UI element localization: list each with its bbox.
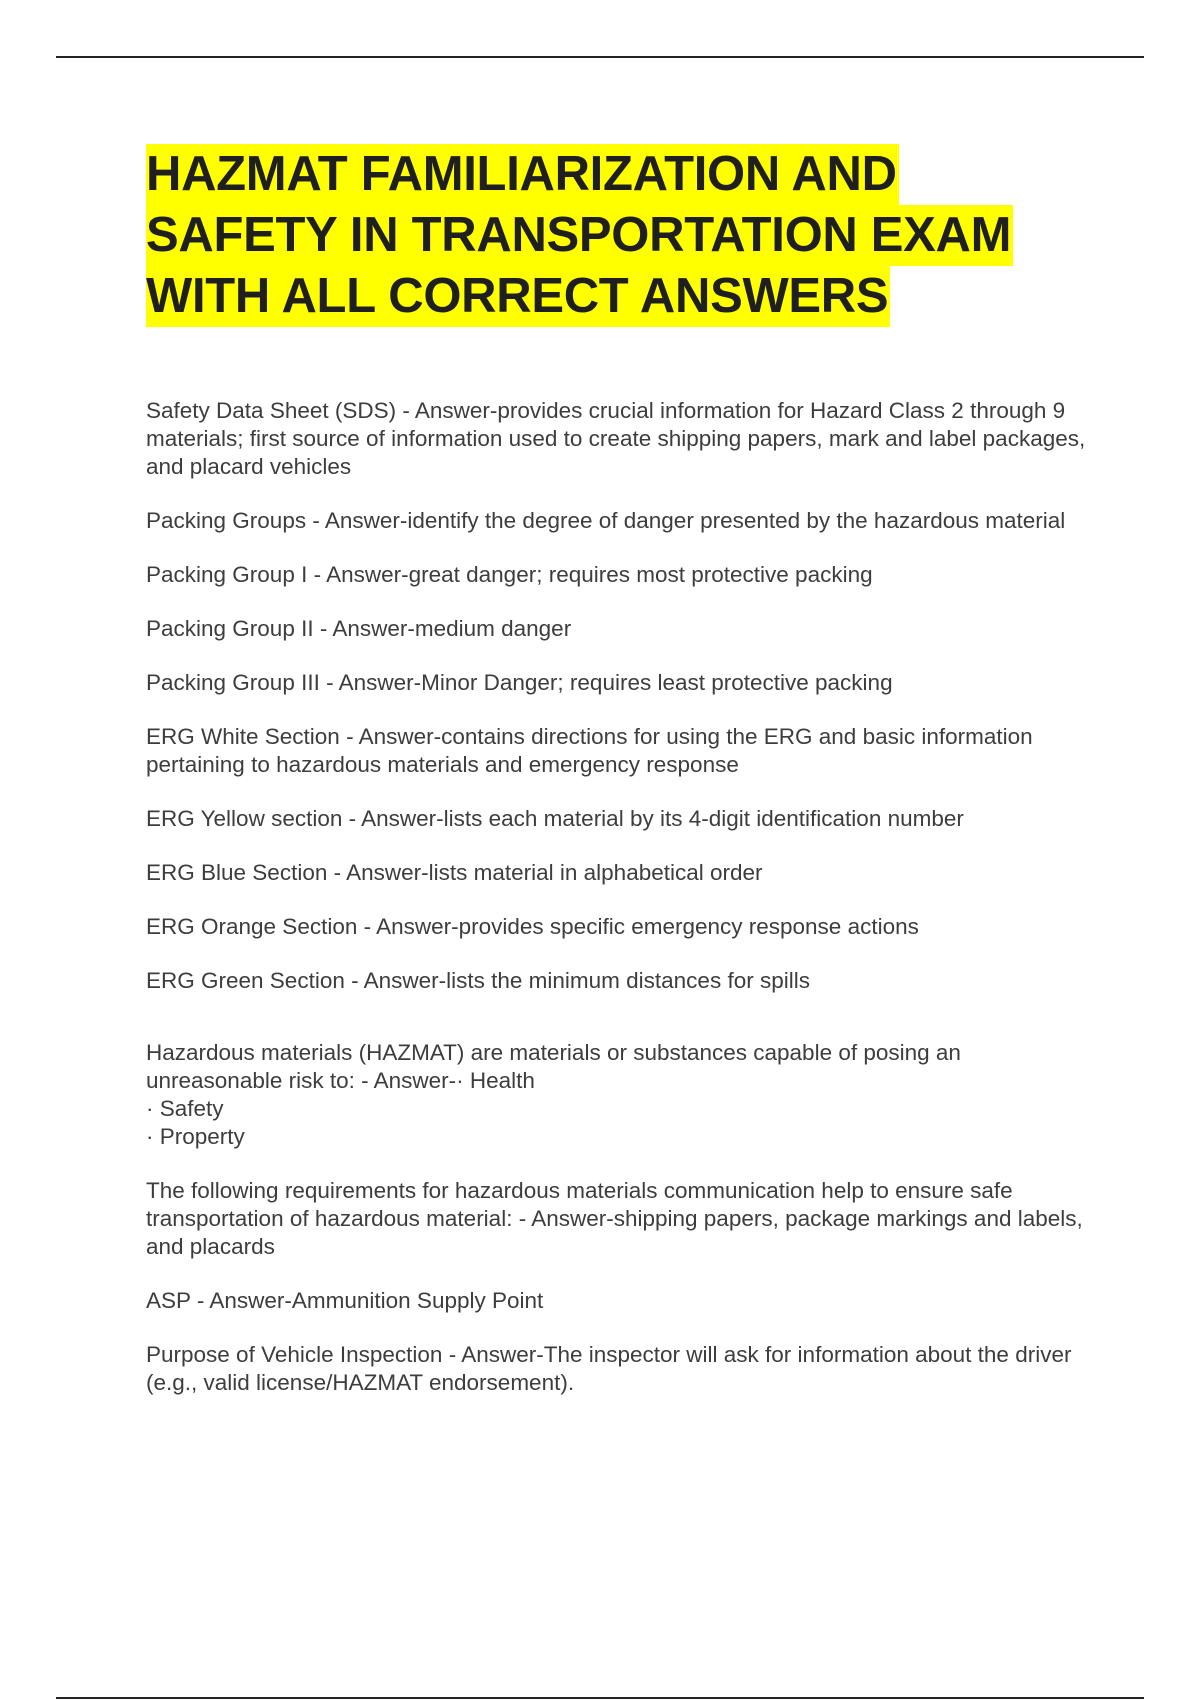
qa-item: ERG Yellow section - Answer-lists each material by its 4-digit identification number xyxy=(146,806,964,831)
qa-item: The following requirements for hazardous materials communication help to ensure safe transportation of hazardous material: - Answer-shipping papers, package markings and labels, and placards xyxy=(146,1178,1083,1259)
title-line-3: WITH ALL CORRECT ANSWERS xyxy=(146,266,890,327)
qa-item: Packing Group II - Answer-medium danger xyxy=(146,616,572,641)
qa-item: ASP - Answer-Ammunition Supply Point xyxy=(146,1288,544,1313)
qa-item: ERG Green Section - Answer-lists the minimum distances for spills xyxy=(146,968,810,993)
qa-item: Purpose of Vehicle Inspection - Answer-The inspector will ask for information about the driver (e.g., valid license/HAZMAT endorsement). xyxy=(146,1342,1072,1395)
qa-item: ERG White Section - Answer-contains directions for using the ERG and basic information pertaining to hazardous materials and emergency response xyxy=(146,724,1033,777)
bottom-rule xyxy=(56,1697,1144,1699)
qa-item: ERG Orange Section - Answer-provides specific emergency response actions xyxy=(146,914,919,939)
top-rule xyxy=(56,56,1144,58)
qa-item: ERG Blue Section - Answer-lists material in alphabetical order xyxy=(146,860,763,885)
document-title xyxy=(146,144,1096,327)
qa-item: Safety Data Sheet (SDS) - Answer-provides crucial information for Hazard Class 2 through 9 materials; first source of information used to create shipping papers, mark and label packages, and placard vehicles xyxy=(146,398,1086,479)
qa-item: Hazardous materials (HAZMAT) are materials or substances capable of posing an unreasonable risk to: - Answer-· Health · Safety · Property xyxy=(146,1040,961,1149)
title-line-1: HAZMAT FAMILIARIZATION AND xyxy=(146,144,899,205)
qa-item: Packing Group I - Answer-great danger; requires most protective packing xyxy=(146,562,873,587)
qa-item: Packing Group III - Answer-Minor Danger; requires least protective packing xyxy=(146,670,893,695)
question-answer-list xyxy=(146,397,1096,1397)
page-content xyxy=(146,144,1096,1423)
title-line-2: SAFETY IN TRANSPORTATION EXAM xyxy=(146,205,1013,266)
qa-item: Packing Groups - Answer-identify the degree of danger presented by the hazardous material xyxy=(146,508,1066,533)
